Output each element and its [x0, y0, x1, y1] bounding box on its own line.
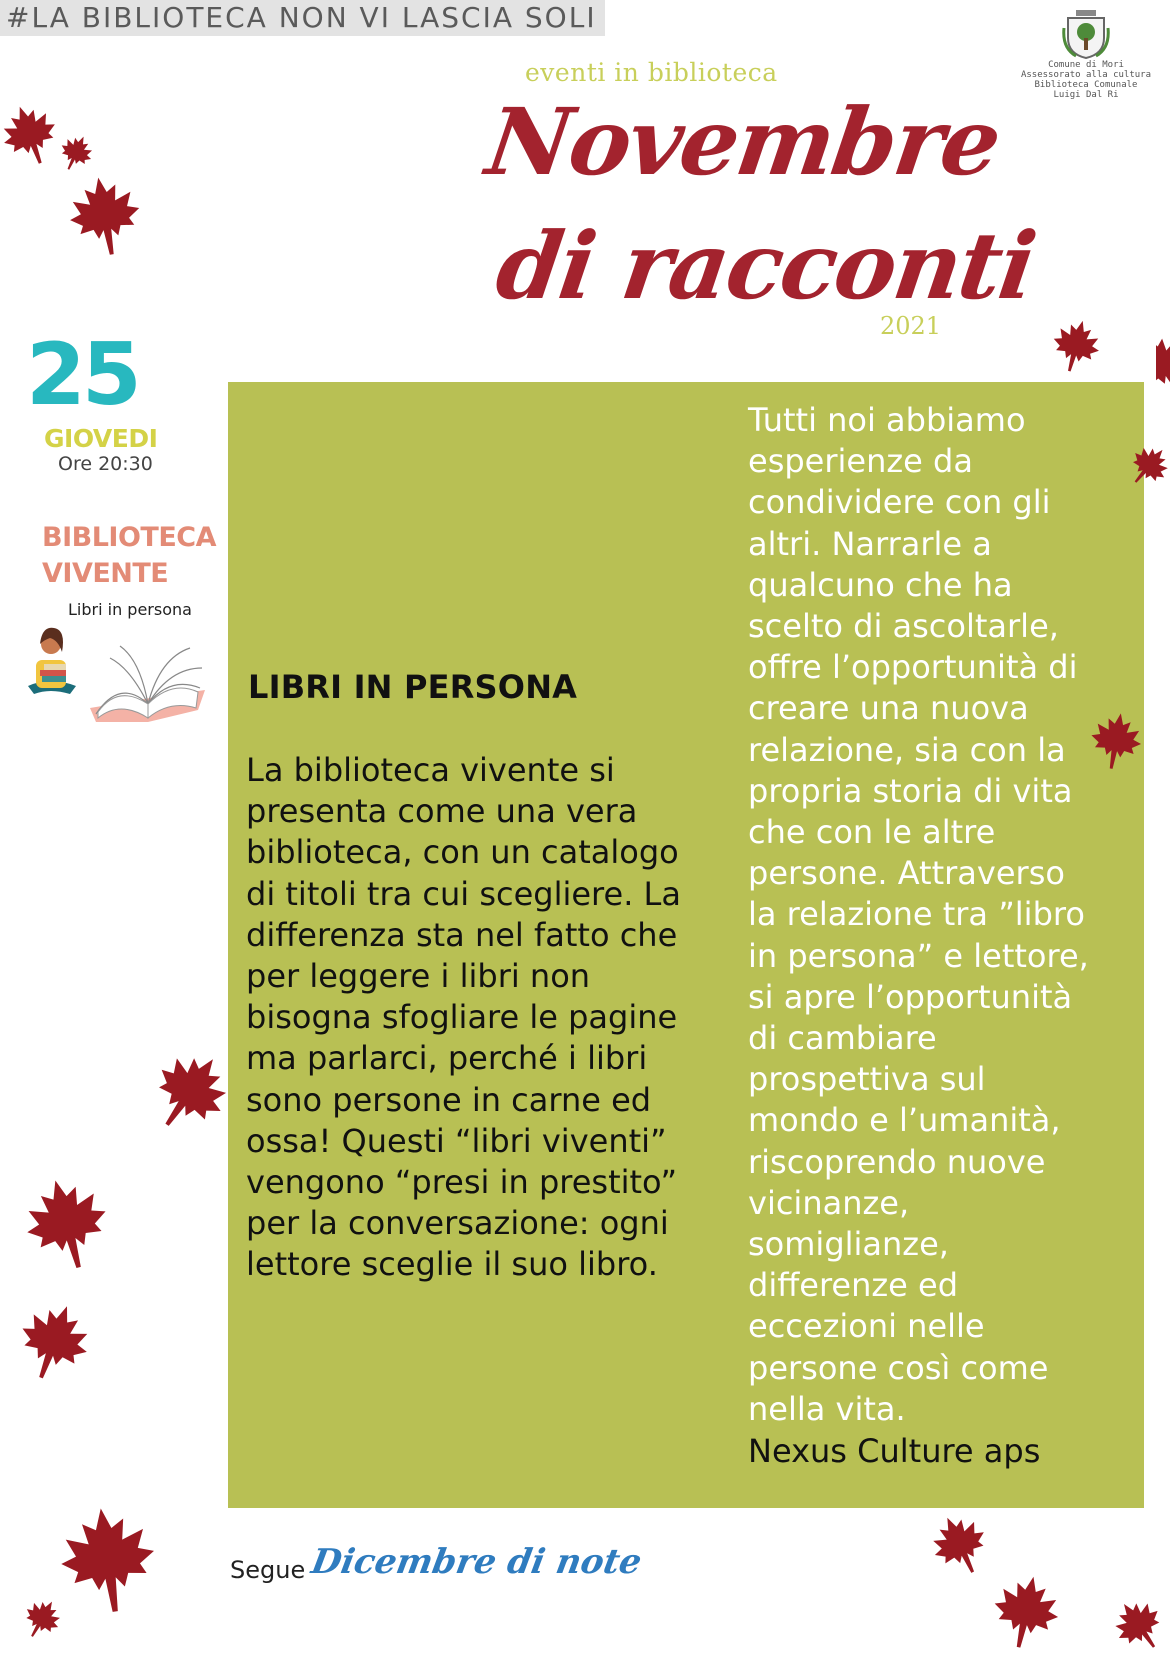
right-text-line: mondo e l’umanità,	[748, 1101, 1061, 1140]
maple-leaf-icon	[58, 132, 94, 174]
right-text-line: relazione, sia con la	[748, 730, 1066, 769]
left-text-line: per leggere i libri non	[246, 957, 591, 996]
coat-of-arms-icon	[1062, 8, 1110, 60]
maple-leaf-icon	[16, 1298, 92, 1386]
content-heading: LIBRI IN PERSONA	[248, 668, 578, 706]
maple-leaf-icon	[1128, 434, 1170, 498]
right-text-line: qualcuno che ha	[748, 565, 1013, 604]
left-text-line: di titoli tra cui scegliere. La	[246, 874, 681, 913]
right-text-line: Tutti noi abbiamo	[748, 401, 1026, 439]
title-line-1: Novembre	[480, 88, 1006, 196]
right-text-line: eccezioni nelle	[748, 1307, 985, 1346]
right-text-line: si apre l’opportunità	[748, 977, 1073, 1016]
open-book-illustration	[90, 646, 205, 722]
logo-line-3: Biblioteca Comunale	[1034, 80, 1138, 90]
municipality-logo	[1016, 8, 1156, 100]
event-subtitle: Libri in persona	[68, 600, 192, 619]
right-text-line: vicinanze,	[748, 1183, 910, 1222]
right-text-line: creare una nuova	[748, 689, 1029, 728]
logo-line-2: Assessorato alla cultura	[1020, 70, 1152, 80]
left-text-line: ma parlarci, perché i libri	[246, 1039, 648, 1078]
right-text-line: differenze ed	[748, 1266, 959, 1305]
logo-line-4: Luigi Dal Ri	[1053, 90, 1119, 100]
right-text-line: prospettiva sul	[748, 1060, 986, 1099]
hashtag-banner: #LA BIBLIOTECA NON VI LASCIA SOLI	[0, 0, 605, 36]
maple-leaf-icon	[56, 1500, 160, 1620]
events-subtitle: eventi in biblioteca	[525, 58, 778, 87]
maple-leaf-icon	[990, 1570, 1062, 1654]
right-text-line: riscoprendo nuove	[748, 1142, 1046, 1181]
left-text-line: sono persone in carne ed	[246, 1080, 652, 1119]
author: Nexus Culture aps	[748, 1432, 1041, 1470]
left-text-line: per la conversazione: ogni	[246, 1204, 669, 1243]
maple-leaf-icon	[1156, 330, 1170, 400]
right-text-line: offre l’opportunità di	[748, 648, 1078, 687]
left-text-line: biblioteca, con un catalogo	[246, 833, 679, 872]
event-title-line-2: VIVENTE	[42, 558, 169, 589]
right-text-line: scelto di ascoltarle,	[748, 607, 1059, 646]
left-text-line: lettore sceglie il suo libro.	[246, 1245, 658, 1284]
maple-leaf-icon	[1088, 708, 1144, 774]
next-event-title: Dicembre di note	[308, 1542, 645, 1582]
event-weekday: GIOVEDI	[44, 424, 158, 453]
left-text-line: ossa! Questi “libri viventi”	[246, 1121, 667, 1160]
left-column-text	[246, 750, 716, 1286]
reading-illustration	[20, 618, 210, 730]
title-line-2: di racconti	[490, 212, 1041, 320]
event-time: Ore 20:30	[58, 453, 153, 475]
right-text-line: in persona” e lettore,	[748, 936, 1089, 975]
right-text-line: condividere con gli	[748, 483, 1051, 522]
maple-leaf-icon	[930, 1510, 990, 1580]
maple-leaf-icon	[0, 100, 60, 170]
maple-leaf-icon	[22, 1596, 62, 1642]
right-text-line: altri. Narrarle a	[748, 524, 992, 563]
left-text-line: differenza sta nel fatto che	[246, 915, 678, 954]
left-text-line: La biblioteca vivente si	[246, 751, 615, 789]
event-day: 25	[26, 325, 138, 425]
right-text-line: che con le altre	[748, 813, 996, 852]
right-column-text	[748, 400, 1138, 1430]
right-text-line: nella vita.	[748, 1389, 906, 1428]
right-text-line: esperienze da	[748, 442, 973, 481]
left-text-line: presenta come una vera	[246, 792, 638, 831]
right-text-line: la relazione tra ”libro	[748, 895, 1085, 934]
maple-leaf-icon	[1050, 316, 1102, 376]
reading-girl-illustration	[28, 628, 76, 694]
maple-leaf-icon	[1108, 1596, 1170, 1655]
maple-leaf-icon	[22, 1172, 112, 1276]
right-text-line: somiglianze,	[748, 1225, 949, 1264]
maple-leaf-icon	[66, 170, 144, 262]
left-text-line: bisogna sfogliare le pagine	[246, 998, 678, 1037]
right-text-line: propria storia di vita	[748, 771, 1073, 810]
footer-segue: Segue	[230, 1556, 306, 1584]
right-text-line: di cambiare	[748, 1019, 937, 1058]
event-title-line-1: BIBLIOTECA	[42, 522, 216, 553]
year: 2021	[880, 312, 942, 340]
maple-leaf-icon	[150, 1046, 230, 1138]
left-text-line: vengono “presi in prestito”	[246, 1163, 678, 1202]
right-text-line: persone. Attraverso	[748, 854, 1065, 893]
logo-line-1: Comune di Mori	[1048, 60, 1124, 70]
right-text-line: persone così come	[748, 1348, 1049, 1387]
